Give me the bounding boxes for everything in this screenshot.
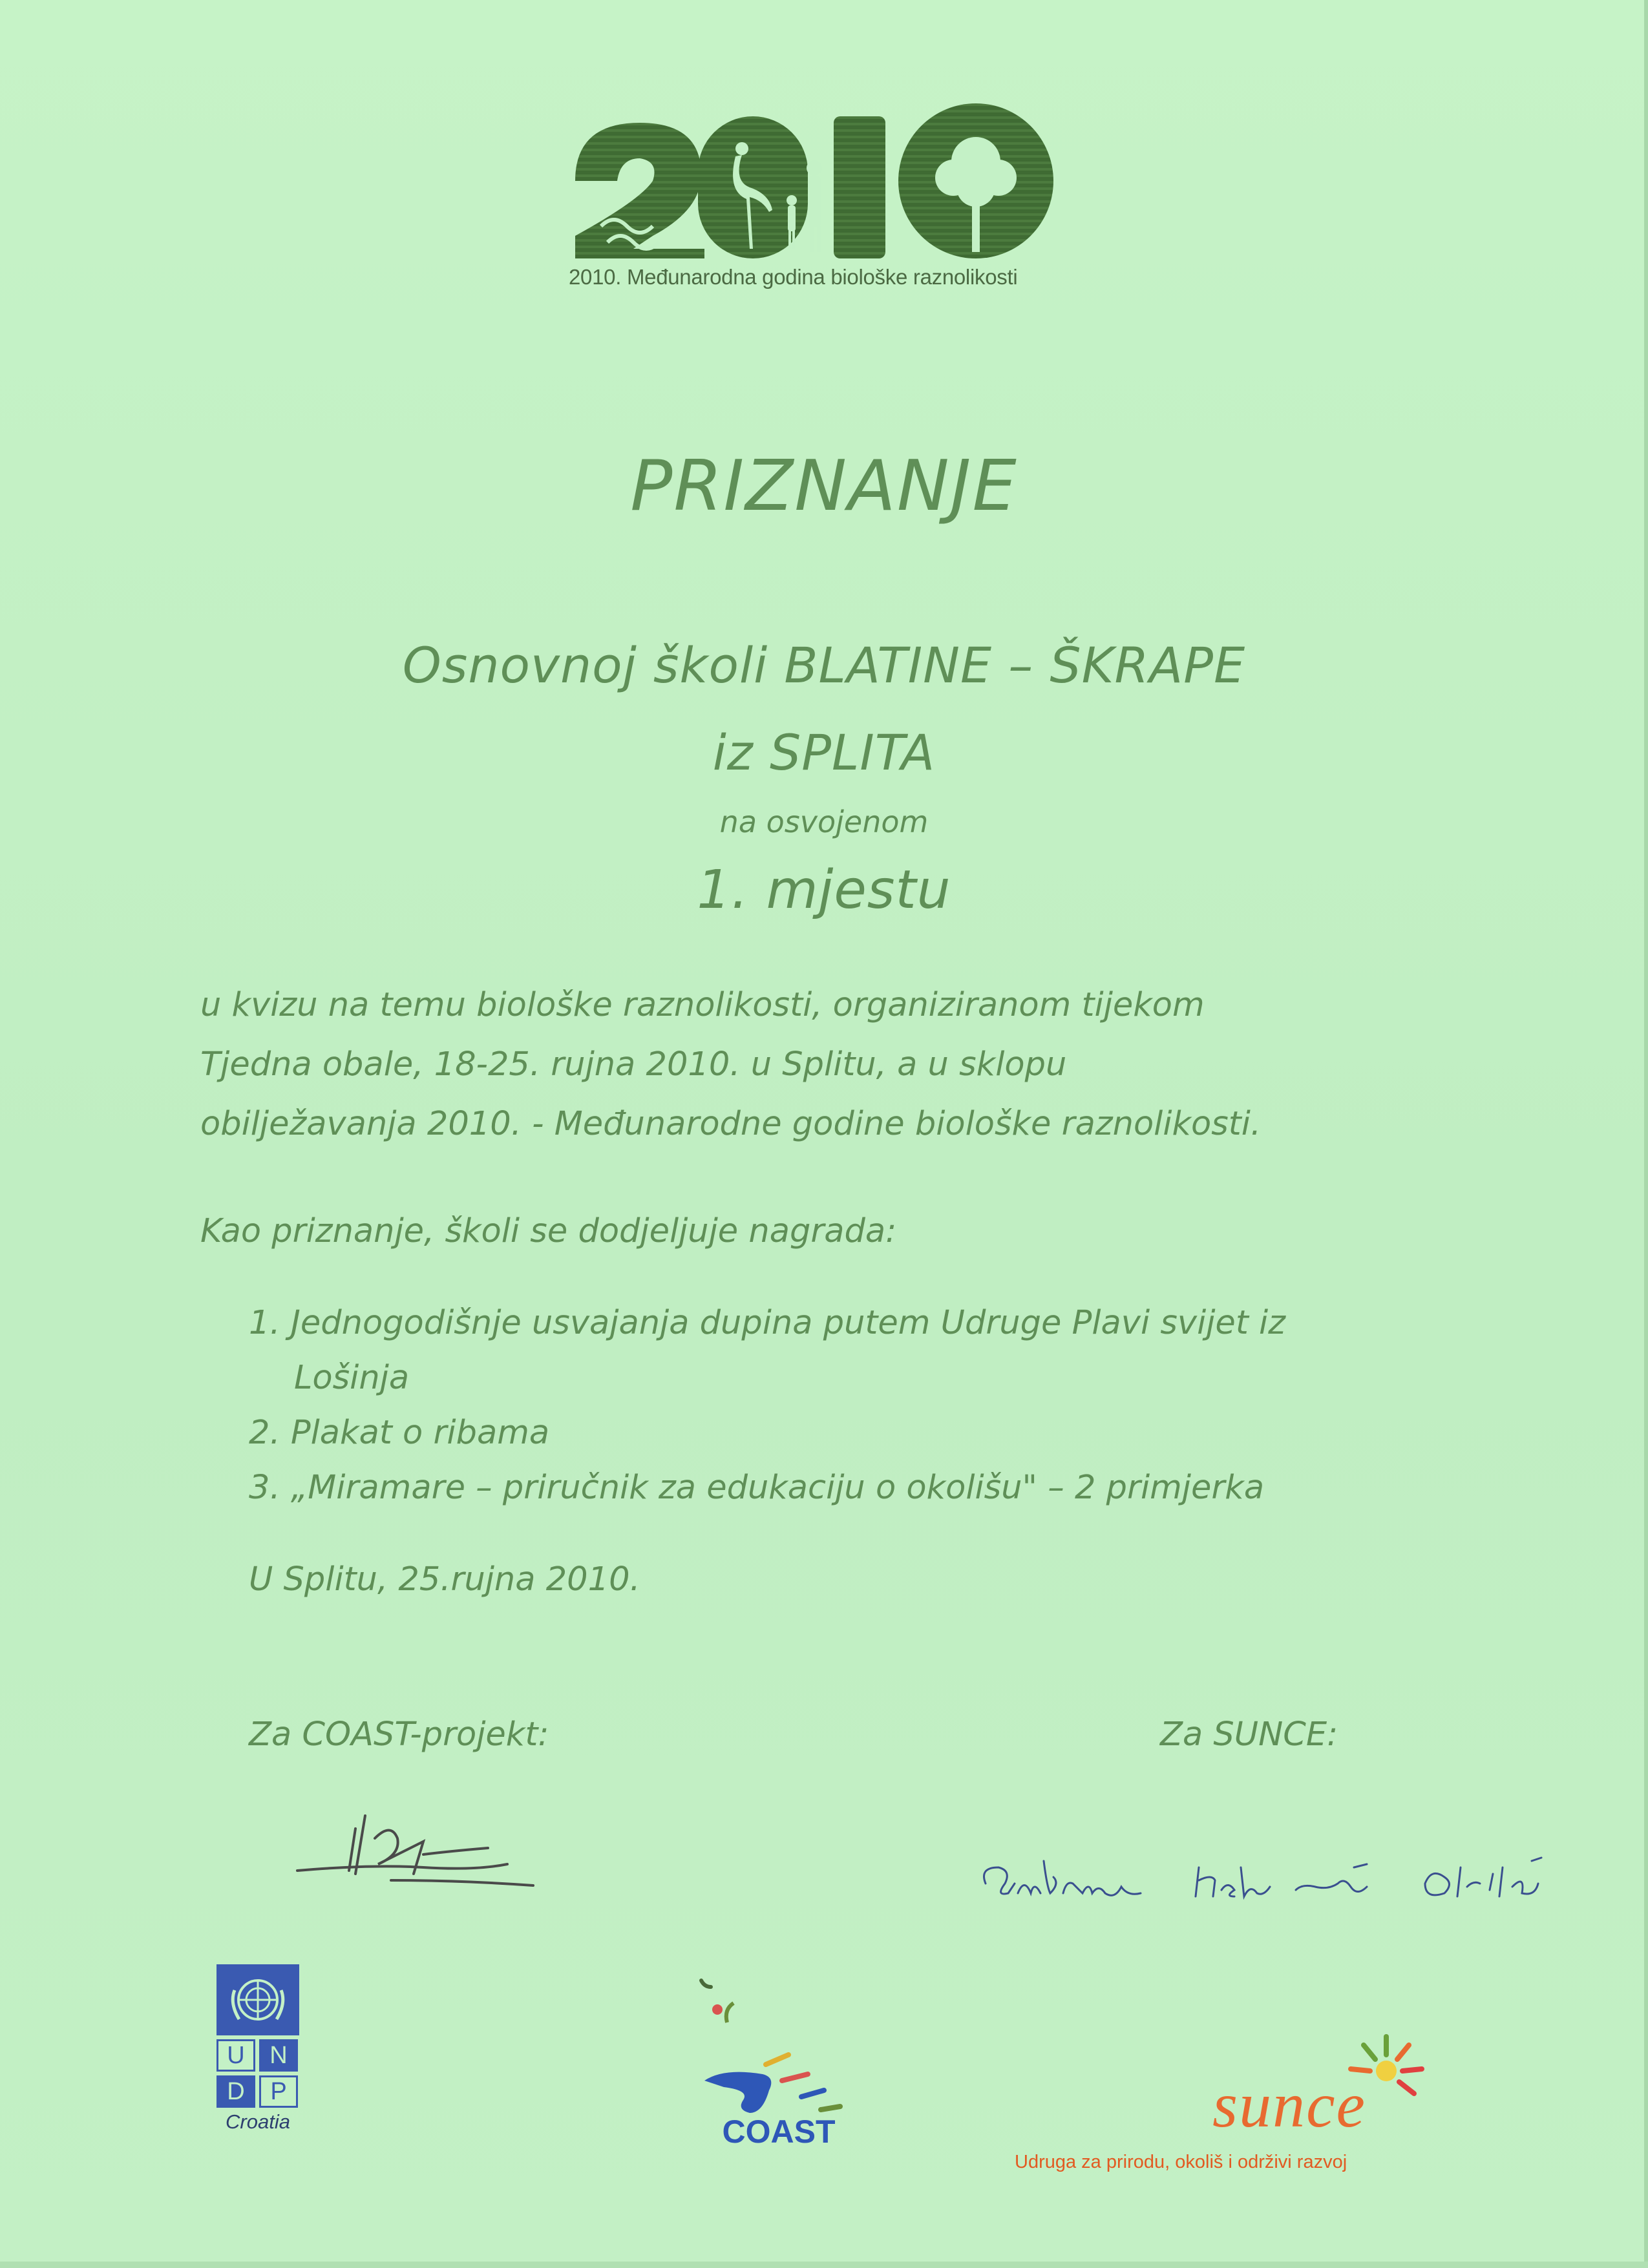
logo-caption: 2010. Međunarodna godina biološke raznolikosti xyxy=(569,265,1018,289)
un-emblem-icon xyxy=(217,1964,299,2035)
paragraph-line: obilježavanja 2010. - Međunarodne godine biološke raznolikosti. xyxy=(200,1105,1262,1143)
undp-letter: U xyxy=(217,2039,255,2072)
undp-letters xyxy=(217,2039,299,2108)
award-item: 2. Plakat o ribama xyxy=(249,1414,550,1452)
recipient-school: Osnovnoj školi BLATINE – ŠKRAPE xyxy=(402,636,1246,694)
won-label: na osvojenom xyxy=(719,804,929,839)
paragraph-line: u kvizu na temu biološke raznolikosti, organiziranom tijekom xyxy=(200,986,1205,1024)
sunce-caption: Udruga za prirodu, okoliš i održivi razvoj xyxy=(1015,2152,1347,2172)
description-paragraph xyxy=(200,976,1261,1154)
recipient-city: iz SPLITA xyxy=(712,724,936,781)
sunce-signature xyxy=(979,1848,1574,1919)
undp-letter: N xyxy=(259,2039,298,2072)
award-item: 1. Jednogodišnje usvajanja dupina putem Udruge Plavi svijet iz xyxy=(249,1304,1285,1342)
logo-digit-1 xyxy=(834,116,885,258)
certificate-title: PRIZNANJE xyxy=(630,446,1018,527)
undp-letter: D xyxy=(217,2075,255,2108)
coast-label: COAST xyxy=(722,2114,836,2150)
paper-edge-bottom xyxy=(0,2262,1648,2268)
paragraph-line: Tjedna obale, 18-25. rujna 2010. u Splitu, a u sklopu xyxy=(200,1045,1067,1084)
awards-list xyxy=(249,1296,1285,1515)
coast-signature xyxy=(294,1803,540,1887)
undp-letter: P xyxy=(259,2075,298,2108)
sunce-wordmark: sunce xyxy=(1212,2069,1366,2141)
logo-digit-2 xyxy=(575,123,704,258)
undp-caption: Croatia xyxy=(226,2110,290,2133)
award-item-continuation: Lošinja xyxy=(294,1359,410,1397)
award-item: 3. „Miramare – priručnik za edukaciju o okolišu" – 2 primjerka xyxy=(249,1469,1265,1507)
date-place: U Splitu, 25.rujna 2010. xyxy=(249,1560,640,1599)
award-intro: Kao priznanje, školi se dodjeljuje nagrada: xyxy=(200,1212,897,1250)
sunce-signature-label: Za SUNCE: xyxy=(1160,1716,1338,1754)
logo-digit-0-first xyxy=(698,116,808,258)
paper-edge-right xyxy=(1644,0,1648,2268)
coast-signature-label: Za COAST-projekt: xyxy=(249,1716,549,1754)
undp-logo xyxy=(217,1964,299,2134)
place-achieved: 1. mjestu xyxy=(697,859,951,921)
